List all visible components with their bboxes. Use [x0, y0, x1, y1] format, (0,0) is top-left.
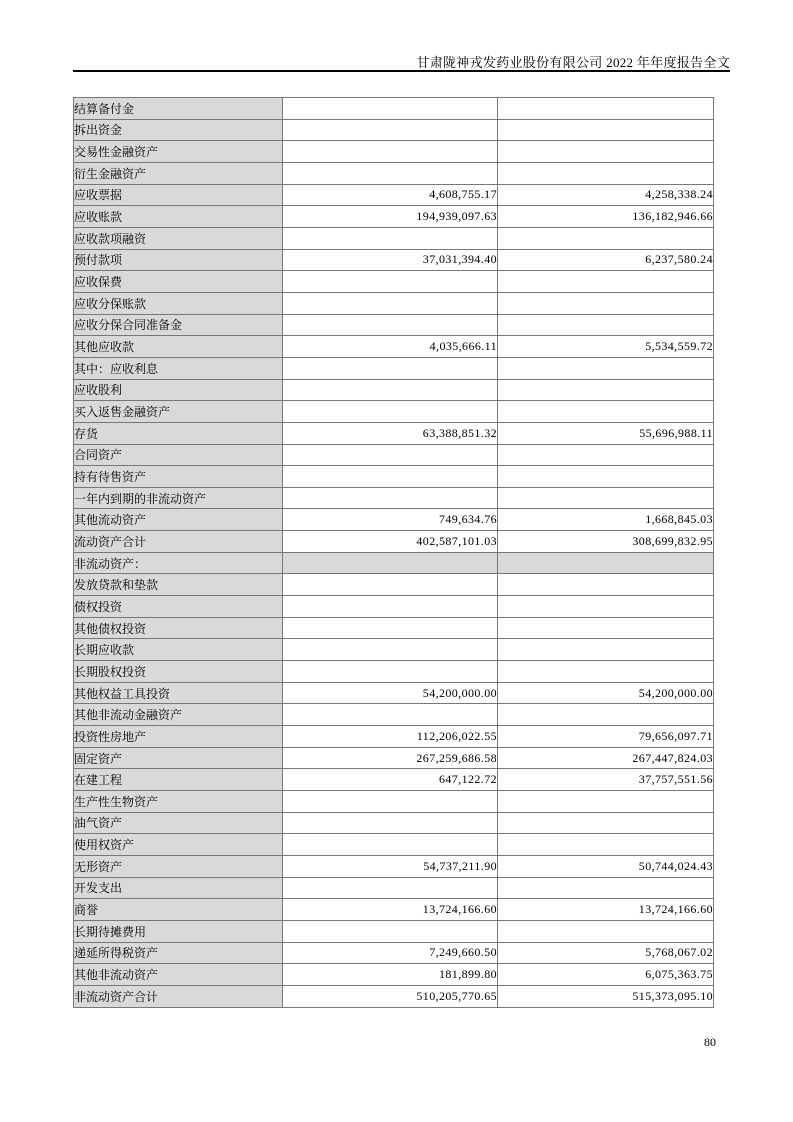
- item-label: 发放贷款和垫款: [74, 574, 283, 596]
- prior-period-value: [498, 552, 714, 574]
- current-period-value: [283, 574, 498, 596]
- item-label: 开发支出: [74, 877, 283, 899]
- table-row: [74, 769, 714, 791]
- table-row: [74, 336, 714, 358]
- current-period-value: [283, 227, 498, 249]
- item-label: 衍生金融资产: [74, 162, 283, 184]
- item-label: 生产性生物资产: [74, 791, 283, 813]
- prior-period-value: 5,768,067.02: [498, 942, 714, 964]
- current-period-value: 63,388,851.32: [283, 422, 498, 444]
- item-label: 长期应收款: [74, 639, 283, 661]
- table-row: [74, 487, 714, 509]
- table-row: [74, 184, 714, 206]
- table-row: [74, 357, 714, 379]
- item-label: 其他非流动金融资产: [74, 704, 283, 726]
- table-row: [74, 401, 714, 423]
- current-period-value: [283, 271, 498, 293]
- table-row: [74, 206, 714, 228]
- table-row: [74, 661, 714, 683]
- current-period-value: 510,205,770.65: [283, 985, 498, 1007]
- table-row: [74, 985, 714, 1007]
- table-row: [74, 227, 714, 249]
- current-period-value: [283, 162, 498, 184]
- prior-period-value: [498, 271, 714, 293]
- item-label: 拆出资金: [74, 119, 283, 141]
- table-row: [74, 639, 714, 661]
- page-number: 80: [704, 1035, 716, 1049]
- prior-period-value: [498, 574, 714, 596]
- item-label: 商誉: [74, 899, 283, 921]
- current-period-value: [283, 444, 498, 466]
- current-period-value: 13,724,166.60: [283, 899, 498, 921]
- item-label: 债权投资: [74, 596, 283, 618]
- table-row: [74, 531, 714, 553]
- current-period-value: [283, 141, 498, 163]
- prior-period-value: 136,182,946.66: [498, 206, 714, 228]
- prior-period-value: 5,534,559.72: [498, 336, 714, 358]
- prior-period-value: [498, 877, 714, 899]
- item-label: 应收股利: [74, 379, 283, 401]
- item-label: 应收账款: [74, 206, 283, 228]
- item-label: 其中：应收利息: [74, 357, 283, 379]
- current-period-value: [283, 552, 498, 574]
- table-row: [74, 899, 714, 921]
- item-label: 应收分保账款: [74, 292, 283, 314]
- table-row: [74, 379, 714, 401]
- prior-period-value: 267,447,824.03: [498, 747, 714, 769]
- table-row: [74, 292, 714, 314]
- prior-period-value: [498, 639, 714, 661]
- prior-period-value: 50,744,024.43: [498, 855, 714, 877]
- current-period-value: 54,737,211.90: [283, 855, 498, 877]
- item-label: 其他非流动资产: [74, 964, 283, 986]
- item-label: 其他权益工具投资: [74, 682, 283, 704]
- prior-period-value: 54,200,000.00: [498, 682, 714, 704]
- current-period-value: [283, 98, 498, 120]
- item-label: 预付款项: [74, 249, 283, 271]
- current-period-value: [283, 877, 498, 899]
- current-period-value: [283, 920, 498, 942]
- prior-period-value: 55,696,988.11: [498, 422, 714, 444]
- current-period-value: [283, 617, 498, 639]
- item-label: 应收保费: [74, 271, 283, 293]
- table-row: [74, 141, 714, 163]
- current-period-value: [283, 119, 498, 141]
- item-label: 递延所得税资产: [74, 942, 283, 964]
- table-row: [74, 704, 714, 726]
- item-label: 买入返售金融资产: [74, 401, 283, 423]
- prior-period-value: [498, 920, 714, 942]
- prior-period-value: [498, 141, 714, 163]
- prior-period-value: 4,258,338.24: [498, 184, 714, 206]
- item-label: 存货: [74, 422, 283, 444]
- current-period-value: 4,035,666.11: [283, 336, 498, 358]
- table-row: [74, 964, 714, 986]
- current-period-value: 54,200,000.00: [283, 682, 498, 704]
- table-row: [74, 596, 714, 618]
- current-period-value: [283, 639, 498, 661]
- prior-period-value: 515,373,095.10: [498, 985, 714, 1007]
- prior-period-value: [498, 661, 714, 683]
- item-label: 合同资产: [74, 444, 283, 466]
- prior-period-value: [498, 617, 714, 639]
- item-label: 非流动资产合计: [74, 985, 283, 1007]
- current-period-value: 647,122.72: [283, 769, 498, 791]
- prior-period-value: 6,237,580.24: [498, 249, 714, 271]
- current-period-value: 112,206,022.55: [283, 726, 498, 748]
- current-period-value: 7,249,660.50: [283, 942, 498, 964]
- current-period-value: 181,899.80: [283, 964, 498, 986]
- table-row: [74, 162, 714, 184]
- table-row: [74, 574, 714, 596]
- balance-sheet-rows: [74, 98, 714, 1008]
- table-row: [74, 119, 714, 141]
- current-period-value: [283, 596, 498, 618]
- item-label: 应收票据: [74, 184, 283, 206]
- table-row: [74, 314, 714, 336]
- current-period-value: [283, 661, 498, 683]
- balance-sheet-table: [73, 97, 714, 1008]
- current-period-value: 402,587,101.03: [283, 531, 498, 553]
- current-period-value: [283, 314, 498, 336]
- prior-period-value: [498, 119, 714, 141]
- prior-period-value: [498, 444, 714, 466]
- item-label: 其他债权投资: [74, 617, 283, 639]
- current-period-value: [283, 704, 498, 726]
- current-period-value: [283, 834, 498, 856]
- current-period-value: [283, 466, 498, 488]
- item-label: 固定资产: [74, 747, 283, 769]
- current-period-value: 37,031,394.40: [283, 249, 498, 271]
- item-label: 油气资产: [74, 812, 283, 834]
- prior-period-value: [498, 401, 714, 423]
- table-row: [74, 812, 714, 834]
- prior-period-value: [498, 162, 714, 184]
- current-period-value: [283, 401, 498, 423]
- item-label: 持有待售资产: [74, 466, 283, 488]
- table-row: [74, 422, 714, 444]
- table-row: [74, 726, 714, 748]
- item-label: 长期股权投资: [74, 661, 283, 683]
- table-row: [74, 444, 714, 466]
- prior-period-value: 308,699,832.95: [498, 531, 714, 553]
- item-label: 交易性金融资产: [74, 141, 283, 163]
- current-period-value: [283, 791, 498, 813]
- current-period-value: [283, 292, 498, 314]
- table-row: [74, 271, 714, 293]
- header-divider: [73, 70, 730, 72]
- prior-period-value: [498, 98, 714, 120]
- table-row: [74, 791, 714, 813]
- item-label: 其他应收款: [74, 336, 283, 358]
- prior-period-value: 13,724,166.60: [498, 899, 714, 921]
- table-row: [74, 747, 714, 769]
- prior-period-value: 79,656,097.71: [498, 726, 714, 748]
- current-period-value: [283, 379, 498, 401]
- prior-period-value: [498, 357, 714, 379]
- prior-period-value: [498, 791, 714, 813]
- current-period-value: [283, 487, 498, 509]
- current-period-value: 749,634.76: [283, 509, 498, 531]
- prior-period-value: 37,757,551.56: [498, 769, 714, 791]
- table-row: [74, 98, 714, 120]
- item-label: 无形资产: [74, 855, 283, 877]
- prior-period-value: [498, 704, 714, 726]
- report-header-title: 甘肃陇神戎发药业股份有限公司 2022 年年度报告全文: [416, 55, 730, 70]
- prior-period-value: [498, 466, 714, 488]
- item-label: 其他流动资产: [74, 509, 283, 531]
- prior-period-value: 1,668,845.03: [498, 509, 714, 531]
- table-row: [74, 249, 714, 271]
- prior-period-value: [498, 314, 714, 336]
- prior-period-value: [498, 379, 714, 401]
- item-label: 结算备付金: [74, 98, 283, 120]
- item-label: 流动资产合计: [74, 531, 283, 553]
- item-label: 投资性房地产: [74, 726, 283, 748]
- current-period-value: [283, 812, 498, 834]
- current-period-value: 267,259,686.58: [283, 747, 498, 769]
- prior-period-value: [498, 596, 714, 618]
- item-label: 长期待摊费用: [74, 920, 283, 942]
- item-label: 非流动资产：: [74, 552, 283, 574]
- current-period-value: 4,608,755.17: [283, 184, 498, 206]
- item-label: 使用权资产: [74, 834, 283, 856]
- item-label: 应收款项融资: [74, 227, 283, 249]
- table-row: [74, 920, 714, 942]
- prior-period-value: [498, 227, 714, 249]
- item-label: 应收分保合同准备金: [74, 314, 283, 336]
- prior-period-value: [498, 292, 714, 314]
- table-row: [74, 552, 714, 574]
- current-period-value: 194,939,097.63: [283, 206, 498, 228]
- prior-period-value: [498, 487, 714, 509]
- table-row: [74, 834, 714, 856]
- table-row: [74, 509, 714, 531]
- table-row: [74, 682, 714, 704]
- table-row: [74, 942, 714, 964]
- item-label: 一年内到期的非流动资产: [74, 487, 283, 509]
- item-label: 在建工程: [74, 769, 283, 791]
- table-row: [74, 617, 714, 639]
- prior-period-value: 6,075,363.75: [498, 964, 714, 986]
- prior-period-value: [498, 834, 714, 856]
- table-row: [74, 877, 714, 899]
- table-row: [74, 466, 714, 488]
- current-period-value: [283, 357, 498, 379]
- table-row: [74, 855, 714, 877]
- prior-period-value: [498, 812, 714, 834]
